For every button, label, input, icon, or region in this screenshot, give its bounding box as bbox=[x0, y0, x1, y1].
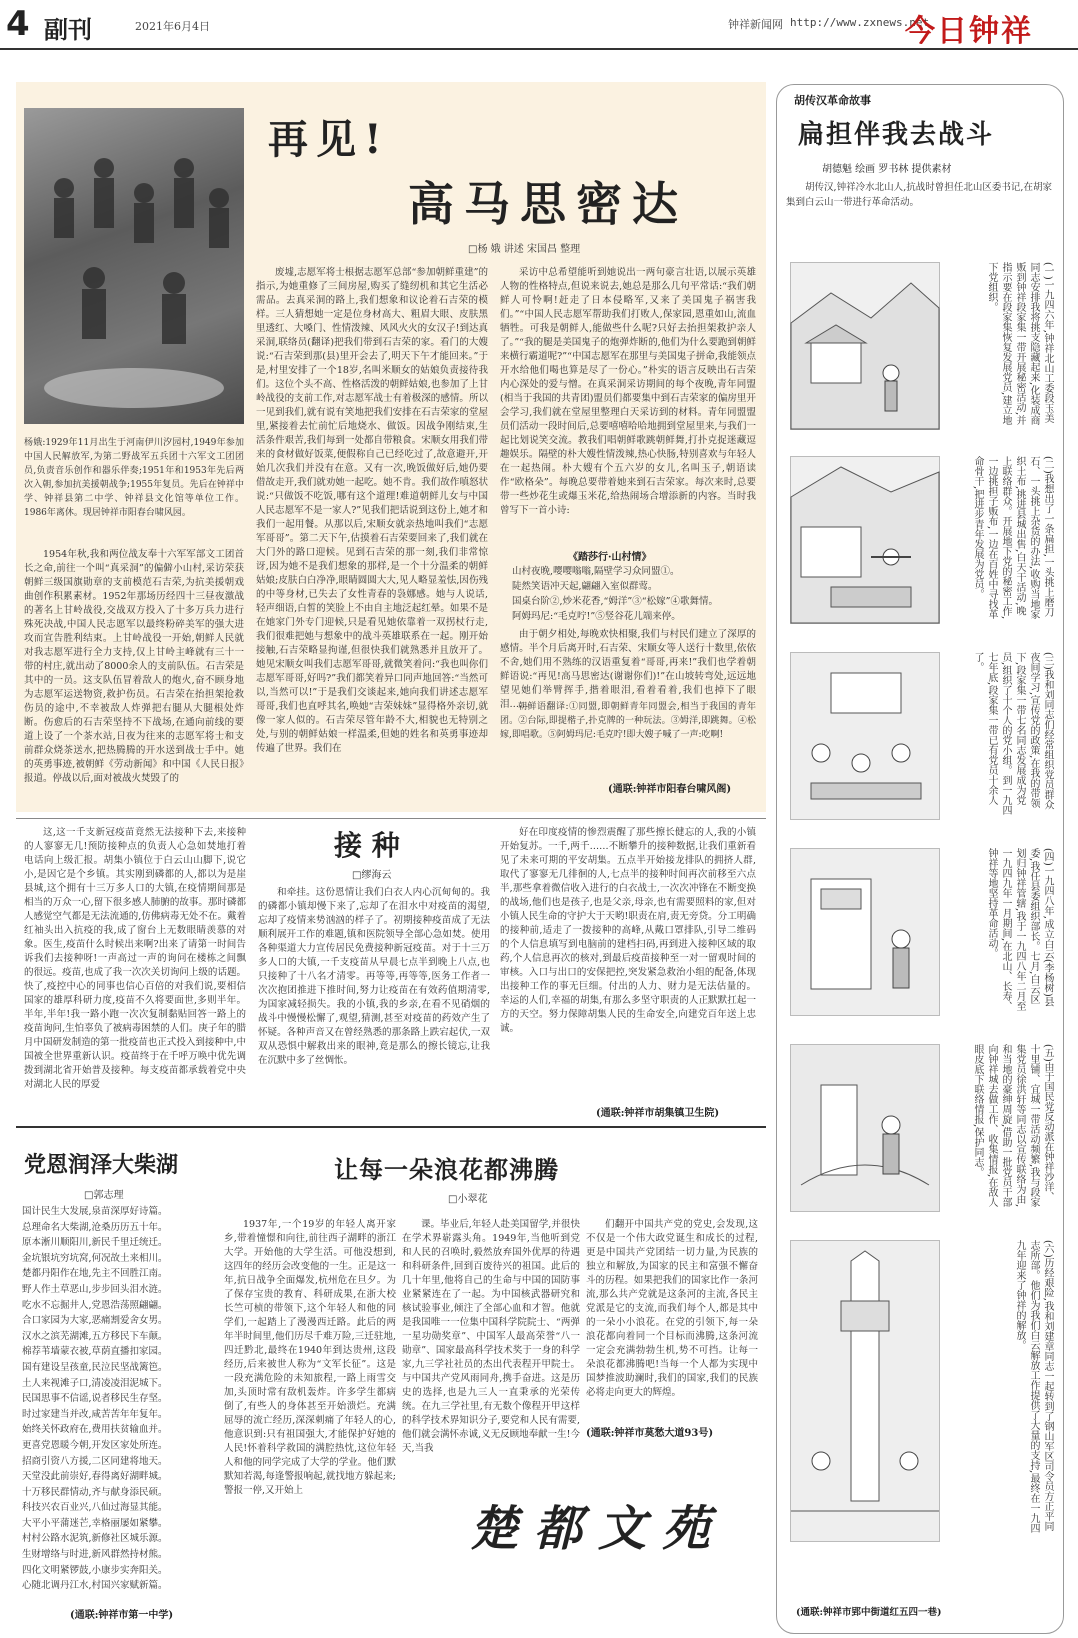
poem-line: 始终关怀政府在,费用扶贫输血并。 bbox=[22, 1424, 168, 1436]
dachai-source: (通联:钟祥市第一中学) bbox=[70, 1610, 174, 1621]
panel-illustration bbox=[791, 263, 939, 429]
poem-line: 阿姆玛尼:“毛克咛!”⑤竖谷花儿端来停。 bbox=[512, 611, 681, 622]
comic-panel-4-text: (四)一九四八年,成立白云(李杨树)县委,我任县委组织部长。七月,白云区划归钟祥管辖,我于一九四八年二月至一九四九年一月期间,在北山、长寿、钟祥等地坚持革命活动。 bbox=[986, 848, 1053, 1012]
poem-line: 土人来视滩子口,清凌凌泪泥城下。 bbox=[22, 1377, 168, 1389]
poem-line: 更喜党恩暖今朝,开发区家处所连。 bbox=[22, 1439, 168, 1451]
poem-line: 时过家建当并改,咸苦苦年年复年。 bbox=[22, 1408, 168, 1420]
poem-line: 招商引资八方援,二区同建将地天。 bbox=[22, 1455, 168, 1467]
wave-col3 bbox=[586, 1218, 758, 1414]
feature-photo bbox=[24, 108, 244, 424]
poem-line: 生财增络与时进,新风群然持材熊。 bbox=[22, 1549, 168, 1561]
poem-line: 国有建设呈孩童,民泣民坚战篱笆。 bbox=[22, 1361, 168, 1373]
poem-line: 总理命名大柴湖,沧桑历历五十年。 bbox=[22, 1221, 168, 1233]
comic-intro: 胡传汉,钟祥冷水北山人,抗战时曾担任北山区委书记,在胡家集到白云山一带进行革命活动。 bbox=[786, 182, 1052, 208]
poem-line: 民国思事不信谣,说者移民生存坚。 bbox=[22, 1393, 168, 1405]
feature-col1 bbox=[24, 548, 244, 804]
wave-title: 让每一朵浪花都沸腾 bbox=[334, 1155, 559, 1184]
comic-panel-5 bbox=[790, 1044, 940, 1212]
poem bbox=[512, 564, 756, 624]
poem-line: 野人作土草恶山,步步回头泪水涟。 bbox=[22, 1283, 168, 1295]
wave-byline: □小翠花 bbox=[448, 1194, 488, 1205]
section-name: 副刊 bbox=[44, 15, 92, 44]
vaccine-col3 bbox=[500, 826, 756, 1072]
poem-line: 金坑银坑穷坑窝,何况故土来相川。 bbox=[22, 1252, 168, 1264]
poem-line: 天堂没此前崇好,春得离好湖畔城。 bbox=[22, 1471, 168, 1483]
poem-line: 陡然笑语冲天起,翩翩入室似群莺。 bbox=[512, 581, 658, 592]
feature-title-line1: 再见! bbox=[268, 116, 390, 163]
wave-source: (通联:钟祥市莫愁大道93号) bbox=[586, 1428, 714, 1439]
comic-panel-4 bbox=[790, 848, 940, 1016]
comic-panel-3-text: (三)我和刘同志们经常组织党员群众夜间学习,宣传党的政策,在我的带领下,段家集一带七名同志发展成为党员,组织了十个人的党小组。到一九四七年底,段家集一带已有党员十余人了。 bbox=[972, 652, 1053, 816]
comic-panel-1-text: (一)一九四六年,钟祥北山工委段玉美同志安排我将挑支隐藏起来,化装成商贩到钟祥段家集一带开展秘密活动,并指示要在段家集恢复发展党员,建立地下党组织。 bbox=[986, 262, 1053, 426]
feature-col1-text: 1954年秋,我和两位战友奉十六军军部文工团首长之命,前往一个叫“真采洞”的偏僻小山村,采访荣获朝鲜三级国旗勋章的支前模范石吉荣,为抗美援朝戏曲创作积累素材。1952年那场历经四十三昼夜激战的著名上甘岭战役,交战双方投入了十多万兵力进行殊死决战,中国人民志愿军以最终粉碎美军的强大进攻而宣告胜利结束。上甘岭战役一开始,朝鲜人民就对我志愿军进行全力支持,仅上甘岭主峰就有三十一带的村庄,就出动了8000余人的支前队伍。石吉荣是其中的一员。这支队伍冒着敌人的炮火,奋不顾身地为志愿军运送物资,救护伤员。石吉荣在抬担架抢救伤员的途中,不幸被敌人炸弹把右腿从大腿根处炸断。伤愈后的石吉荣坚持不下战场,在通向前线的要道上设了一个茶水站,日夜为往来的志愿军将士和支前群众烧茶送水,把热腾腾的开水送到战士手中。她的英勇事迹,被朝鲜《劳动新闻》和中国《人民日报》报道。停战以后,面对被战火焚毁了的 bbox=[24, 549, 244, 784]
wave-col2 bbox=[402, 1218, 580, 1488]
site-url[interactable]: http://www.zxnews.net bbox=[790, 16, 930, 29]
vaccine-byline: □缪海云 bbox=[352, 870, 392, 881]
wave-col3-text: 们翻开中国共产党的党史,会发现,这不仅是一个伟大政党诞生和成长的过程,更是中国共产党团结一切力量,为民族的独立和解放,为国家的民主和富强不懈奋斗的历程。如果把我们的国家比作一条河流,那么共产党就是这条河的主流,各民主党派是它的支流,而我们每个人,都是其中的一朵小小浪花。在党的引领下,每一朵浪花都向着同一个目标而沸腾,这条河流一定会充满勃勃生机,势不可挡。让每一朵浪花都沸腾吧!当每一个人都为实现中国梦推波助澜时,我们的国家,我们的民族必将走向更大的辉煌。 bbox=[586, 1219, 758, 1398]
vaccine-col2-text: 和牵挂。这份恩情让我们白衣人内心沉甸甸的。我的磷都小镇却慢下来了,忘却了在泪水中对疫苗的渴望,忘却了疫情来势汹汹的样子了。初期接种疫苗成了无法顺利展开工作的难题,镇和医院领导全部心急如焚。使用各种渠道大力宣传居民免费接种新冠疫苗。对于十三万多人口的大镇,一千支疫苗从早晨七点半到晚上八点,也只接种了十八名才清零。再等等,再等等,医务工作者一次次抱团推进下推时间,努力让疫苗在有效药值期清零,为国家减轻损失。我的小镇,我的乡亲,在看不见硝烟的战斗中慢慢松懈了,观望,猜测,甚至对疫苗的药效产生了怀疑。各种声音又在曾经熟悉的那条路上跌宕起伏,一双双从恐惧中解救出来的眼神,竟是那么的擦长镜忘,让我在沉默中多了丝惆怅。 bbox=[258, 887, 490, 1066]
feature-notes-text: 朝鲜语翻译:①同盟,即朝鲜青年同盟会,相当于我国的青年团。②台际,即提楷子,扑克牌的一种玩法。③姆洋,即跳舞。④松嫁,即唱歌。⑤阿姆玛尼:毛克咛!即大嫂子喊了一声:吃啊! bbox=[500, 702, 756, 740]
vaccine-col2 bbox=[258, 886, 490, 1122]
poem-title: 《踏莎行·山村情》 bbox=[568, 552, 652, 563]
poem-line: 十万移民群情动,齐与献身添民硕。 bbox=[22, 1486, 168, 1498]
poem-line: 村村公路水泥筑,新修社区城乐源。 bbox=[22, 1533, 168, 1545]
comic-panel-1 bbox=[790, 262, 940, 430]
feature-title-line2: 高马思密达 bbox=[408, 177, 688, 231]
panel-illustration bbox=[791, 849, 939, 1015]
wave-col1-text: 1937年,一个19岁的年轻人离开家乡,带着憧憬和向往,前往西子湖畔的浙江大学。开始他的大学生活。可他没想到,这四年的经历会改变他的一生。正是这一年,抗日战争全面爆发,杭州危在旦夕。为了保存宝贵的教育、科研成果,在浙大校长竺可桢的带领下,这个年轻人和他的同学们,一起踏上了漫漫西迁路。此后的两年半时间里,他们历尽千难万险,三迁驻地,四迁黔北,最终在1940年到达贵州,这段经历,后来被世人称为“文军长征”。这是一段充满危险的未知旅程,一路上雨雪交加,头顶时常有敌机轰炸。许多学生都病倒了,有些人的身体甚至开始溃烂。充满屈辱的流亡经历,深深刺痛了年轻人的心,他意识到:只有祖国强大,才能保护好她的人民!怀着科学救国的满腔热忱,这位年轻人和他的同学完成了大学的学业。他们默默知若渴,每逢警报响起,就找地方躲起来;警报一停,又开始上 bbox=[224, 1219, 396, 1496]
panel-illustration bbox=[791, 653, 939, 819]
comic-panel-3 bbox=[790, 652, 940, 820]
vaccine-col1-text: 这,这一千支新冠疫苗竟然无法接种下去,来接种的人寥寥无几!预防接种点的负责人心急如焚地打着电话向上级汇报。胡集小镇位于白云山山脚下,说它小,是因它是个乡镇。其实刚到磷都的人,都以为是崖县城,这个拥有十三万多人口的大镇,在疫情期间那是相当的万众一心,留下很多感人肺腑的故事。那时磷都人感觉空气都是无法流通的,仿佛病毒无处不在。戴着红袖头出入抗疫的我,成了窗台上无数眼睛羡慕的对象。医生,疫苗什么时候出来啊?出来了请第一时间告诉我们去接种呀!一声高过一声的询问在楼栋之间飘的很远。疫苗,也成了我一次次关切询问上级的话题。快了,疫控中心的同事也信心百倍的对我们说,要相信国家的雄厚科研力度,疫苗不久将要面世,多则半年。半年,半年!我一路小跑一次次复制黏贴回答一路上的疫苗询问,生怕辜负了被病毒困禁的人们。庚子年的腊月中国研发制造的第一批疫苗也正式投入到接种中,中国被全世界重新认识。疫苗终于在千呼万唤中优先调拨到湖北省开始普及接种。每支疫苗都承载着党中央对湖北人民的厚爱 bbox=[24, 827, 246, 1090]
poem-line: 汉水之滨芜湖滩,五方移民下车颠。 bbox=[22, 1330, 168, 1342]
dachai-byline: □郭志理 bbox=[84, 1190, 124, 1201]
comic-panel-6 bbox=[790, 1240, 940, 1542]
vaccine-source: (通联:钟祥市胡集镇卫生院) bbox=[596, 1108, 720, 1119]
poem-line: 国桌台阶②,炒米花香,“姆洋”③“松嫁”④歌舞情。 bbox=[512, 596, 718, 607]
wave-col2-text: 课。毕业后,年轻人赴美国留学,并很快在学术界崭露头角。1949年,当他听到党和人民的召唤时,毅然放弃国外优厚的待遇和科研条件,回到百废待兴的祖国。此后的几十年里,他将自己的生命与中国的国防事业紧紧连在了一起。为中国核武器研究和核试验事业,倾注了全部心血和才智。他就是我国唯一一位集中国科学院院士、“两弹一星功勋奖章”、中国军人最高荣誉“八一勋章”、国家最高科学技术奖于一身的科学家,九三学社社员的杰出代表程开甲院士。与中国共产党风雨同舟,携手奋进。这是历史的选择,也是九三人一直秉承的光荣传统。在九三学社里,有无数个像程开甲这样的科学技术界知识分子,要党和人民有需要,他们就会满怀赤诚,义无反顾地奉献一生!今天,当我 bbox=[402, 1219, 580, 1454]
poem-line: 四化文明紧锣鼓,小康步实奔阳关。 bbox=[22, 1564, 168, 1576]
comic-series: 胡传汉革命故事 bbox=[794, 94, 871, 107]
vaccine-col3-text: 好在印度疫情的惨烈震醒了那些擦长健忘的人,我的小镇开始复苏。一千,两千……不断攀升的接种数据,让我们重新看见了未来可期的平安胡集。五点半开始接龙排队的拥挤人群,取代了寥寥无几徘徊的人,七点半的接种时间再次前移至六点半,那些拿着微信收入进行的白衣战士,一次次冲锋在不断变换的战场,他们也是孩子,也是父亲,母亲,也有需要照料的家,但对小镇人民生命的守护大于天哟!职责在肩,责无旁贷。分工明确的接种前,适走了一拨接种的高峰,从戴口罩排队,引导二维码的个人信息填写到电脑前的建档扫码,再到进入接种区域的取药,个人信息再次的核对,到最后疫苗接种至一对一留观时间的审核。入口与出口的安保把控,突发紧急救治小组的配备,体现出接种工作的事无巨细。付出的人力、财力是无法估量的。幸运的人们,幸福的胡集,有那么多坚守职责的人正默默扛起一方的天空。努力保障胡集人民的生命安全,向建党百年送上忠诚。 bbox=[500, 827, 756, 1034]
feature-col3 bbox=[500, 266, 756, 542]
issue-date: 2021年6月4日 bbox=[135, 20, 210, 33]
divider bbox=[16, 1126, 766, 1128]
panel-illustration bbox=[791, 457, 939, 623]
poem-line: 楚都丹阳作在地,先主不回胜江南。 bbox=[22, 1268, 168, 1280]
photo-caption: 杨娥:1929年11月出生于河南伊川汐园村,1949年参加中国人民解放军,为第二野战军五兵团十六军文工团团员,负责音乐创作和器乐伴奏;1951年和1953年先后两次入朝,参加抗美援朝战争;1955年复员。先后在钟祥中学、钟祥县第二中学、钟祥县文化馆等单位工作。1986年离休。现居钟祥市阳春台啸风园。 bbox=[24, 438, 244, 518]
poem-line: 原本淅川顺阳川,新民千里迁统迁。 bbox=[22, 1237, 168, 1249]
comic-title: 扁担伴我去战斗 bbox=[798, 120, 995, 150]
poem-line: 合口家园为大家,恶痛割爱舍女男。 bbox=[22, 1315, 168, 1327]
poem-line: 国计民生大发展,泉苗深厚好诗篇。 bbox=[22, 1206, 168, 1217]
page-number: 4 bbox=[6, 4, 30, 44]
wave-col1 bbox=[224, 1218, 396, 1630]
vaccine-col1 bbox=[24, 826, 246, 1122]
feature-col3b bbox=[500, 628, 756, 710]
comic-panel-6-text: (六)历经艰险,我和刘建章同志一起转到了钢山军区司令员方正平同志所部。他们为我们白云解放工作提供了大量的支持,最终在一九四九年迎来了钟祥的解放。 bbox=[1014, 1240, 1053, 1534]
poem-line: 棉荐苇墙蒙衣被,草荫直播扣家园。 bbox=[22, 1346, 168, 1358]
panel-illustration bbox=[791, 1241, 939, 1541]
feature-col3-text: 采访中总希望能听到她说出一两句豪言壮语,以展示英雄人物的性格特点,但说来说去,她总是那么几句平常话:“我们朝鲜人可怜啊!赶走了日本侵略军,又来了美国鬼子祸害我们。”“中国人民志愿军帮助我们打败人,保家园,恩重如山,流血牺牲。可我是朝鲜人,能做些什么呢?只好去抬担架救护亲人了。”“我的腿是美国鬼子的炮弹炸断的,他们为什么要跑到朝鲜来横行霸道呢?”“中国志愿军在那里与美国鬼子拼命,我能领点开水给他们喝也算是尽了一份心。”朴实的语言反映出石吉荣内心深处的爱与憎。在真采洞采访期间的每个夜晚,青年同盟(相当于我国的共青团)盟员们都要集中到石吉荣家的偏房里开会学习,我们就在堂屋里整理白天采访到的材料。青年同盟盟员们活动一段时间后,总要嘻嘻哈哈地拥到堂屋里来,与我们一起比划说笑交流。教我们唱朝鲜歌跳朝鲜舞,打扑克捉迷藏逗趣娱乐。隔壁的朴大嫂性情泼辣,热心快肠,特别喜欢与年轻人在一起热闹。朴大嫂有个五六岁的女儿,名叫玉子,朝语读作“欧格朵”。每晚总要带着她来到石吉荣家。每次来时,总要带一些炒花生或爆玉米花,给热闹场合增添新的内容。当时我曾写下一首小诗: bbox=[500, 267, 756, 516]
panel-illustration bbox=[791, 1045, 939, 1211]
comic-panel-5-text: (五)由于国民党反动派在钟祥沙洋、十里铺、宜城一带活动频繁,我与段家集党员徐洪轩等同志以宣传联络为由,和当地的豪绅周旋,借助一批党员干部向钟祥城去做工作、收集情报,在敌人眼皮底下联络情报,保护同志。 bbox=[972, 1044, 1053, 1208]
dachai-title: 党恩润泽大柴湖 bbox=[24, 1152, 179, 1178]
poem-line: 山村夜晚,嘤嘤嗡嗡,隔壁学习众同盟①。 bbox=[512, 566, 680, 577]
comic-panel-2 bbox=[790, 456, 940, 624]
site-name: 钟祥新闻网 bbox=[728, 18, 783, 31]
poem-line: 心随北调丹江水,村国兴家赋新篇。 bbox=[22, 1580, 168, 1592]
vaccine-title: 接 种 bbox=[334, 829, 400, 862]
feature-col2-text: 废墟,志愿军将士根据志愿军总部“参加朝鲜重建”的指示,为她重修了三间房屋,购买了缝纫机和其它生活必需品。去真采洞的路上,我们想象和议论着石吉荣的模样。三人猜想她一定是位身材高大、粗眉大眼、皮肤黑里透红、大嗓门、性情泼辣、风风火火的女汉子!到达真采洞,联络员(翻译)把我们带到石吉荣的家。看门的大嫂说:“石吉荣到那(县)里开会去了,明天下午才能回来。”于是,村里安排了一个18岁,名叫米顺女的姑娘负责接待我们。这位个头不高、性格活泼的朝鲜姑娘,也参加了上甘岭战役的支前工作,对志愿军战士有着极深的感情。所以一见到我们,就有说有笑地把我们安排在石吉荣家的堂屋里,紧接着去忙前忙后地烧水、做饭。因战争刚结束,生活条件艰苦,我们每到一处都自带粮食。宋顺女用我们带来的食材做好饭菜,便假称自己已经吃过了,故意避开,开始几次我们并没有在意。又有一次,晚饭做好后,她仍要借故走开,我们就劝她一起吃。她不肯。我们故作嗔怒状说:“只做饭不吃饭,哪有这个道理!难道朝鲜儿女与中国人民志愿军不是一家人?”见我们把话说到这份上,她才和我们一起用餐。从那以后,宋顺女就亲热地叫我们“志愿军哥哥”。第二天下午,估摸着石吉荣要回来了,我们就在大门外的路口迎候。见到石吉荣的那一刻,我们非常惊讶,因为她不是我们想象的那样,是一个十分温柔的朝鲜姑娘;皮肤白白净净,眼睛圆圆大大,见人略显羞怯,因伤残的中等身材,已失去了女性青春的袅娜感。她与人说话,轻声细语,白皙的笑脸上不由自主地泛起红晕。如果不是在她家门外专门迎候,只是看见她依靠着一双拐杖行走,我们很难把她与想象中的战斗英雄联系在一起。刚开始接触,石吉荣略显拘谨,但很快我们就熟悉并且放开了。她见宋顺女叫我们志愿军哥哥,就微笑着问:“我也叫你们志愿军哥哥,好吗?”我们都笑着异口同声地回答:“当然可以,当然可以!”于是我们交谈起来,她向我们讲述志愿军哥哥,我们也直呼其名,唤她“吉荣妹妹”显得格外亲切,就像一家人似的。石吉荣尽管年龄不大,相貌也无特别之处,与别的朝鲜姑娘一样温柔,但她的姓名和英勇事迹却传遍了世界。我们在 bbox=[256, 267, 488, 754]
newspaper-logo: 今日钟祥 bbox=[905, 14, 1033, 49]
feature-col2 bbox=[256, 266, 488, 804]
poem-line: 科技兴农百业兴,八仙过海显其能。 bbox=[22, 1502, 168, 1514]
feature-notes bbox=[500, 700, 756, 756]
poem-line: 吃水不忘掘井人,党恩浩荡照翩翩。 bbox=[22, 1299, 168, 1311]
feature-source: (通联:钟祥市阳春台啸风阁) bbox=[608, 784, 732, 795]
column-logo: 楚都文苑 bbox=[470, 1501, 727, 1557]
comic-panel-2-text: (二)我想出了一条扁担,一头挑上磨刀石、一头挑上杂货的办法,收购当地家织土布,挑进县城出售,白天干活动,晚上联络群众。开展地下党的秘密工作,一边挑担子贩布,一边在百姓中寻找革命骨干,把进步青年发展为党员。 bbox=[972, 456, 1053, 620]
poem-line: 大平小平蒲迷芒,幸格丽屡如紧攀。 bbox=[22, 1517, 168, 1529]
comic-source: (通联:钟祥市郢中街道红五四一巷) bbox=[796, 1607, 942, 1618]
feature-col3b-text: 由于朝夕相处,每晚欢快相聚,我们与村民们建立了深厚的感情。半个月后离开时,石吉荣、宋顺女等人送行十数里,依依不舍,她们用不熟练的汉语重复着“哥哥,再来!”我们也学着朝鲜语说:“再见!高马思密达(谢谢你们)!”在山坡转弯处,远远地望见她们举臂挥手,揩着眼泪,看着看着,我们也掉下了眼泪…… bbox=[500, 629, 756, 710]
comic-credits: 胡德魁 绘画 罗书林 提供素材 bbox=[822, 164, 952, 175]
feature-byline: □杨 娥 讲述 宋国昌 整理 bbox=[468, 244, 581, 255]
troupe-photo-illustration bbox=[24, 108, 244, 424]
dachai-poem bbox=[22, 1204, 212, 1594]
divider bbox=[16, 818, 766, 819]
